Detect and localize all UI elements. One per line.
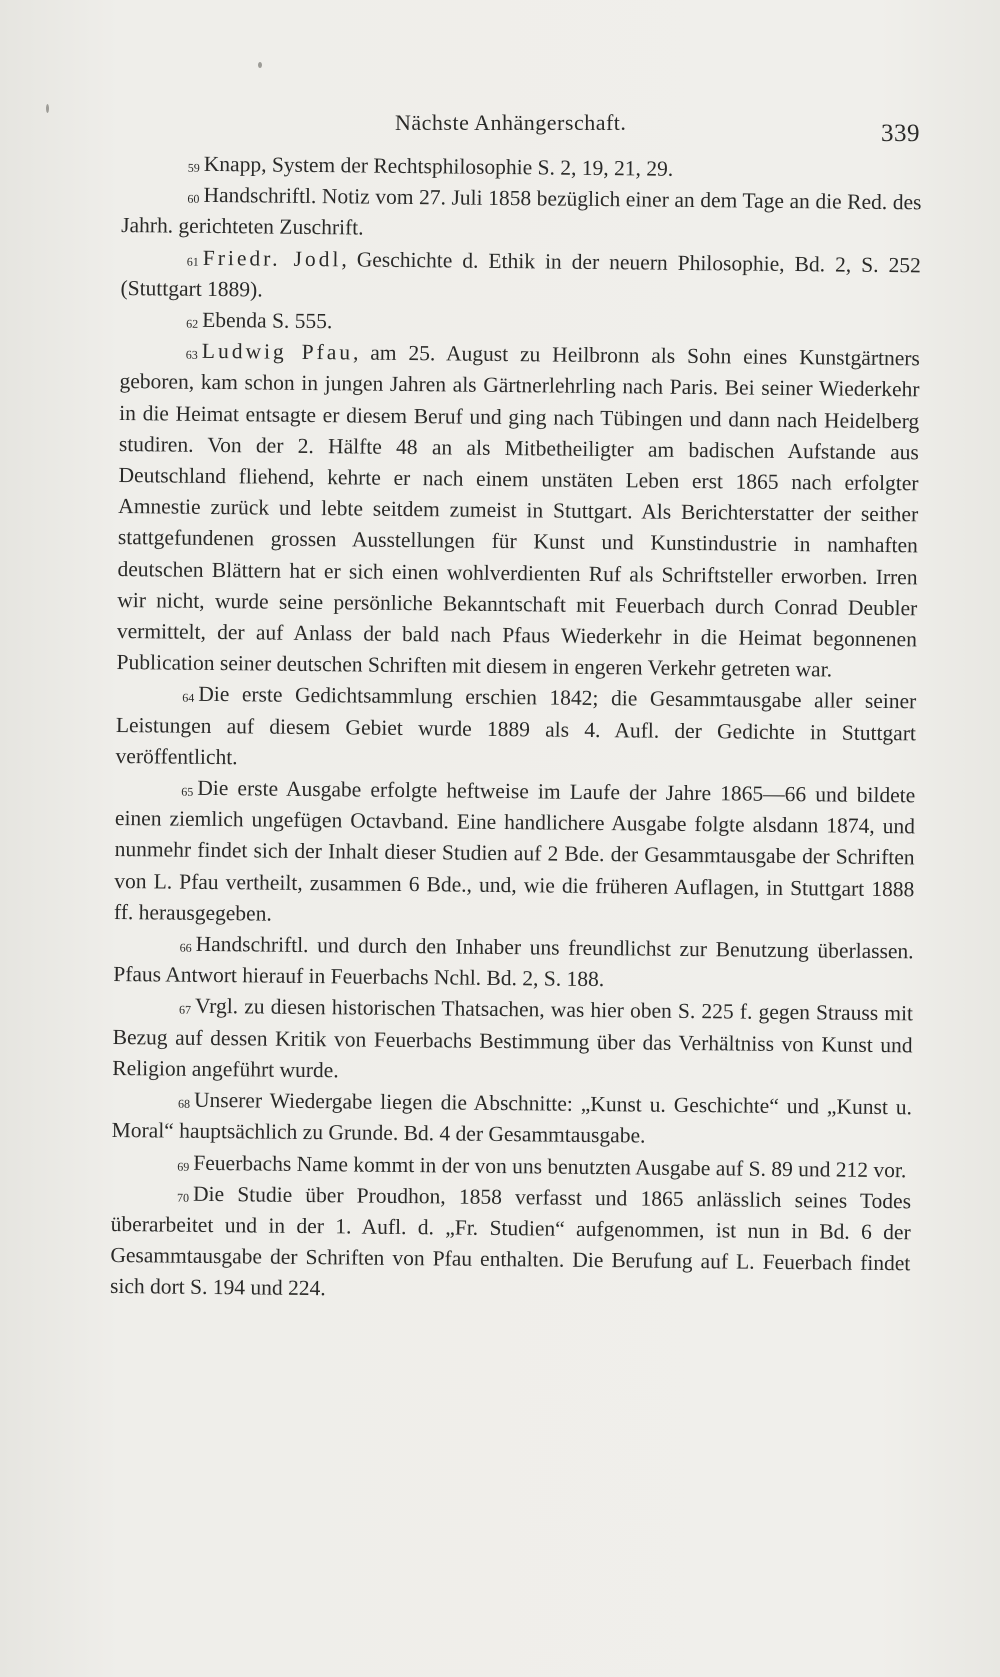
- page-number: 339: [881, 120, 920, 147]
- footnote-number: 65: [181, 784, 194, 799]
- footnote-64: [115, 678, 916, 780]
- footnote-text: Knapp, System der Rechtsphilosophie S. 2, 19, 21, 29.: [203, 151, 674, 181]
- footnote-number: 62: [186, 316, 199, 331]
- footnote-text: , am 25. August zu Heilbronn als Sohn eines Kunstgärtners geboren, kam schon in jungen Jahren als Gärtnerlehrling nach Paris. Bei seiner Wiederkehr in die Heimat entsagte er diesem Beruf und ging nach Tübingen und dann nach Heidelberg studiren. Von der 2. Hälfte 48 an als Mitbetheiligter am badischen Aufstande aus Deutschland fliehend, kehrte er nach einem unstäten Leben erst 1865 nach erfolgter Amnestie zurück und lebte seitdem zumeist in Stuttgart. Als Berichterstatter der seither stattgefundenen grossen Ausstellungen für Kunst und Kunstindustrie in namhaften deutschen Blättern hat er sich einen wohlverdienten Ruf als Schriftsteller erworben. Irren wir nicht, wurde seine persönliche Bekanntschaft mit Feuerbach durch Conrad Deubler vermittelt, der auf Anlass der bald nach Pfaus Wiederkehr in die Heimat begonnenen Publication seiner deutschen Schriften mit diesem in engeren Verkehr getreten war.: [116, 340, 920, 682]
- footnote-text: Vrgl. zu diesen historischen Thatsachen, was hier oben S. 225 f. gegen Strauss mit Bezug auf dessen Kritik von Feuerbachs Bestimmung über das Verhältniss von Kunst und Religion angeführt wurde.: [112, 994, 914, 1083]
- footnote-text: Die Studie über Proudhon, 1858 verfasst und 1865 anlässlich seines Todes überarbeitet und in der 1. Aufl. d. „Fr. Studien“ aufgenommen, ist nun in Bd. 6 der Gesammtausgabe der Schriften von Pfau enthalten. Die Berufung auf L. Feuerbach findet sich dort S. 194 und 224.: [109, 1181, 912, 1301]
- footnote-text: Die erste Ausgabe erfolgte heftweise im Laufe der Jahre 1865—66 und bildete einen ziemlich ungefügen Octavband. Eine handlichere Ausgabe folgte alsdann 1874, und nunmehr findet sich der Inhalt dieser Studien auf 2 Bde. der Gesammtausgabe der Schriften von L. Pfau vertheilt, zusammen 6 Bde., und, wie die früheren Auflagen, in Stuttgart 1888 ff. herausgegeben.: [113, 775, 916, 926]
- footnote-number: 69: [177, 1159, 190, 1174]
- footnote-67: [112, 990, 913, 1092]
- footnotes: [110, 148, 922, 1311]
- footnote-text: Die erste Gedichtsammlung erschien 1842; die Gesammtausgabe aller seiner Leistungen auf diesem Gebiet wurde 1889 als 4. Aufl. der Gedichte in Stuttgart veröffentlicht.: [115, 682, 917, 770]
- footnote-number: 59: [187, 160, 200, 175]
- footnote-text: Feuerbachs Name kommt in der von uns benutzten Ausgabe auf S. 89 und 212 vor.: [193, 1150, 907, 1182]
- running-head-title: Nächste Anhängerschaft.: [395, 110, 627, 135]
- ink-speck: [258, 62, 262, 68]
- footnote-70: [110, 1178, 911, 1311]
- author-name: Friedr. Jodl: [202, 245, 342, 271]
- footnote-number: 61: [186, 254, 199, 269]
- footnote-66: [113, 928, 914, 999]
- footnote-number: 64: [182, 691, 195, 706]
- ink-speck: [46, 104, 49, 113]
- footnote-number: 60: [187, 191, 200, 207]
- footnote-number: 63: [185, 347, 198, 363]
- footnote-text: , Geschichte d. Ethik in der neuern Philosophie, Bd. 2, S. 252 (Stuttgart 1889).: [120, 246, 921, 302]
- footnote-number: 67: [178, 1003, 192, 1018]
- footnote-65: [114, 772, 916, 936]
- footnote-text: Ebenda S. 555.: [202, 307, 333, 334]
- footnote-60: [121, 179, 922, 250]
- footnote-61: [120, 242, 921, 313]
- footnote-text: Handschriftl. Notiz vom 27. Juli 1858 bezüglich einer an dem Tage an die Red. des Jahrh. gerichteten Zuschrift.: [121, 183, 922, 240]
- footnote-number: 70: [176, 1190, 190, 1205]
- footnote-number: 68: [177, 1096, 191, 1111]
- footnote-68: [112, 1084, 913, 1155]
- footnote-63: [116, 335, 920, 687]
- person-name: Ludwig Pfau: [201, 339, 354, 365]
- footnote-text: Handschriftl. und durch den Inhaber uns freundlichst zur Benutzung überlassen. Pfaus Antwort hierauf in Feuerbachs Nchl. Bd. 2, S. 188.: [113, 931, 914, 992]
- footnote-number: 66: [179, 940, 192, 955]
- footnote-text: Unserer Wiedergabe liegen die Abschnitte: „Kunst u. Geschichte“ und „Kunst u. Moral“ hauptsächlich zu Grunde. Bd. 4 der Gesammtausgabe.: [111, 1087, 913, 1148]
